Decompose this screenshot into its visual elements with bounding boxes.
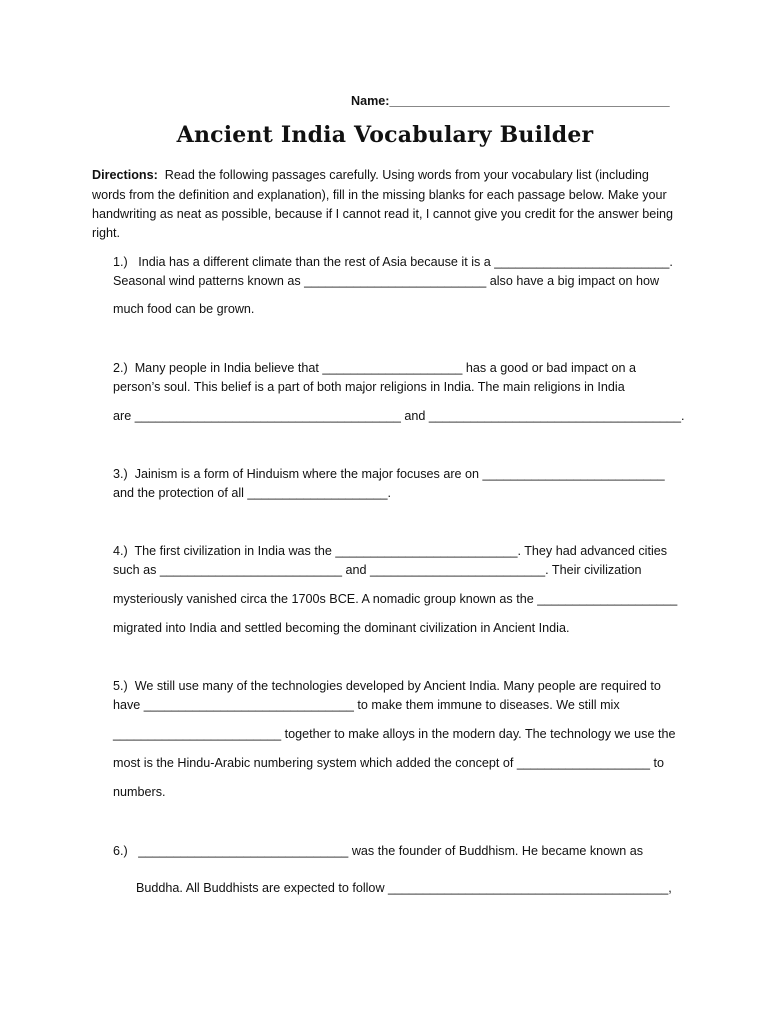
- worksheet-title: Ancient India Vocabulary Builder: [176, 122, 594, 148]
- question-3-line[interactable]: 3.) Jainism is a form of Hinduism where the major focuses are on __________________________: [113, 467, 665, 481]
- question-5-line[interactable]: most is the Hindu-Arabic numbering system which added the concept of ___________________ to: [113, 756, 664, 770]
- question-3-line[interactable]: and the protection of all ____________________.: [113, 486, 392, 500]
- question-4-line[interactable]: 4.) The first civilization in India was the __________________________. They had advanced cities: [113, 544, 668, 558]
- question-4-line[interactable]: mysteriously vanished circa the 1700s BCE. A nomadic group known as the ____________________: [113, 592, 678, 606]
- question-1-line: much food can be grown.: [113, 302, 255, 316]
- directions-line: Directions: Read the following passages carefully. Using words from your vocabulary list (including: [92, 168, 649, 182]
- question-1-line[interactable]: Seasonal wind patterns known as __________________________ also have a big impact on how: [113, 274, 660, 288]
- question-5-line: 5.) We still use many of the technologies developed by Ancient India. Many people are required to: [113, 679, 661, 693]
- name-field[interactable]: [351, 94, 670, 108]
- question-4-line: migrated into India and settled becoming the dominant civilization in Ancient India.: [113, 621, 570, 635]
- question-1-line[interactable]: 1.) India has a different climate than the rest of Asia because it is a _________________________.: [113, 255, 673, 269]
- name-label: Name:: [351, 94, 390, 108]
- question-5-line: numbers.: [113, 785, 166, 799]
- name-blank[interactable]: ________________________________________: [389, 94, 670, 108]
- directions-line: right.: [92, 226, 120, 240]
- question-6-line[interactable]: Buddha. All Buddhists are expected to follow ________________________________________,: [136, 881, 672, 895]
- question-2-line[interactable]: are ______________________________________ and ____________________________________.: [113, 409, 685, 423]
- question-5-line[interactable]: have ______________________________ to make them immune to diseases. We still mix: [113, 698, 620, 712]
- question-6-line[interactable]: 6.) ______________________________ was the founder of Buddhism. He became known as: [113, 844, 644, 858]
- question-4-line[interactable]: such as __________________________ and _________________________. Their civilization: [113, 563, 642, 577]
- directions-label: Directions:: [92, 168, 158, 182]
- question-2-line: person’s soul. This belief is a part of both major religions in India. The main religions in India: [113, 380, 625, 394]
- question-5-line[interactable]: ________________________ together to make alloys in the modern day. The technology we use the: [113, 727, 676, 741]
- directions-line: handwriting as neat as possible, because if I cannot read it, I cannot give you credit for the answer being: [92, 207, 674, 221]
- directions-line: words from the definition and explanation), fill in the missing blanks for each passage below. Make your: [92, 188, 667, 202]
- question-2-line[interactable]: 2.) Many people in India believe that ____________________ has a good or bad impact on a: [113, 361, 637, 375]
